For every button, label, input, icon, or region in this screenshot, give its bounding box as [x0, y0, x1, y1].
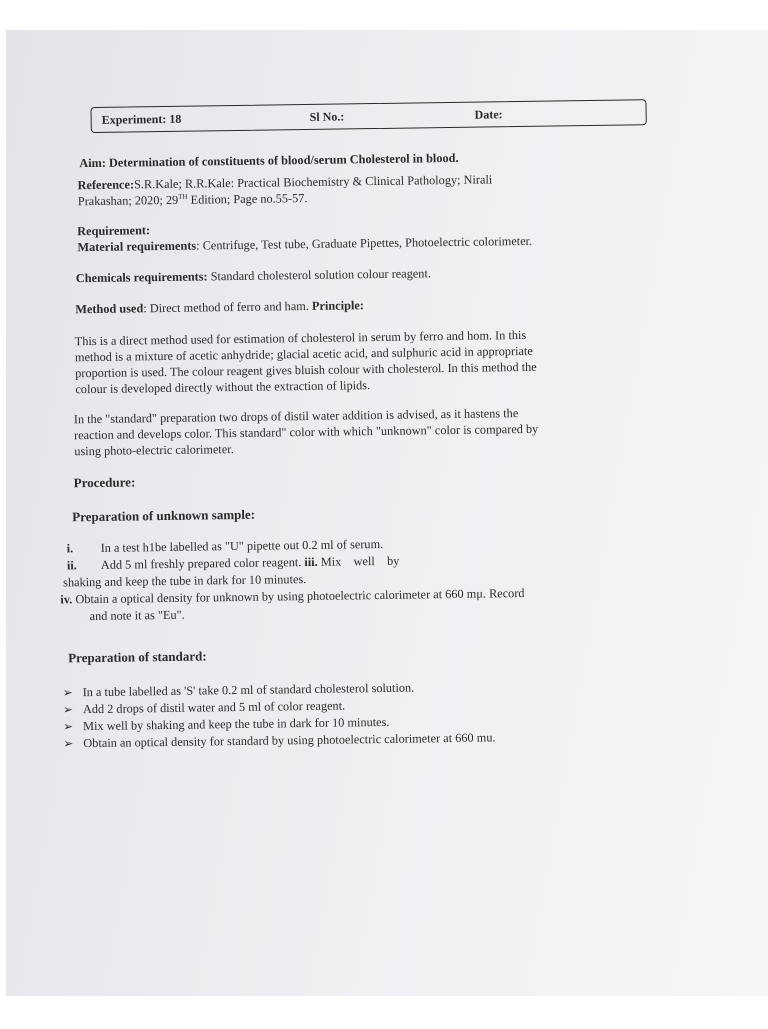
- experiment-header-box: [90, 99, 646, 133]
- method-line: [75, 298, 364, 317]
- step-number: i.: [66, 541, 74, 556]
- arrow-bullet-icon: ➢: [63, 736, 74, 751]
- standard-paragraph-line: using photo-electric calorimeter.: [74, 442, 234, 459]
- reference-superscript: TH: [178, 192, 188, 201]
- chemicals-label: Chemicals requirements:: [75, 269, 208, 286]
- step-text: In a tube labelled as 'S' take 0.2 ml of standard cholesterol solution.: [82, 680, 415, 700]
- serial-number-label: Sl No.:: [309, 109, 345, 124]
- step-text: Mix well by: [317, 553, 400, 569]
- reference-text-2a: Prakashan; 2020; 29: [77, 192, 179, 209]
- reference-line-1: [77, 172, 492, 193]
- aim-line: Aim: Determination of constituents of blood/serum Cholesterol in blood.: [79, 150, 459, 171]
- unknown-step-iv-continued: and note it as "Eu".: [89, 607, 185, 624]
- step-text: In a test h1be labelled as "U" pipette out 0.2 ml of serum.: [100, 536, 384, 555]
- standard-paragraph-line: reaction and develops color. This standard" color with which "unknown" color is compared by: [73, 421, 539, 443]
- arrow-bullet-icon: ➢: [62, 685, 73, 700]
- reference-label: Reference:: [77, 177, 135, 193]
- date-label: Date:: [474, 107, 503, 122]
- principle-label: Principle:: [311, 298, 364, 313]
- unknown-step-iii-continued: shaking and keep the tube in dark for 10 minutes.: [63, 572, 307, 590]
- step-text: Add 2 drops of distil water and 5 ml of color reagent.: [82, 698, 346, 717]
- unknown-step-i: [67, 537, 384, 556]
- principle-line: method is a mixture of acetic anhydride; glacial acetic acid, and sulphuric acid in appropriate: [74, 343, 533, 365]
- standard-step: [63, 681, 415, 701]
- reference-text-2b: Edition; Page no.55-57.: [187, 191, 308, 207]
- step-text: Mix well by shaking and keep the tube in dark for 10 minutes.: [83, 714, 390, 734]
- material-label: Material requirements: [77, 238, 197, 255]
- principle-line: proportion is used. The colour reagent gives bluish colour with cholesterol. In this method the: [75, 359, 537, 381]
- chemicals-requirements-line: [76, 266, 431, 286]
- standard-step: [63, 699, 345, 718]
- experiment-number: Experiment: 18: [101, 111, 182, 127]
- chemicals-text: Standard cholesterol solution colour reagent.: [207, 266, 431, 284]
- step-number: iv.: [60, 592, 73, 607]
- reference-text-1: S.R.Kale; R.R.Kale: Practical Biochemistry & Clinical Pathology; Nirali: [133, 172, 493, 192]
- arrow-bullet-icon: ➢: [62, 702, 74, 717]
- standard-step: [63, 715, 390, 735]
- material-text: : Centrifuge, Test tube, Graduate Pipettes, Photoelectric colorimeter.: [196, 233, 533, 253]
- reference-line-2: [78, 191, 308, 209]
- standard-step: [63, 730, 495, 751]
- step-text: Obtain a optical density for unknown by using photoelectric calorimeter at 660 mμ. Record: [72, 585, 525, 607]
- step-number: ii.: [66, 558, 77, 573]
- method-text: : Direct method of ferro and ham.: [143, 298, 313, 316]
- standard-paragraph-line: In the "standard" preparation two drops of distil water addition is advised, as it hastens the: [73, 406, 519, 427]
- unknown-step-ii: [67, 554, 400, 574]
- principle-line: colour is developed directly without the extraction of lipids.: [75, 378, 371, 397]
- procedure-heading: Procedure:: [73, 474, 136, 491]
- unknown-sample-heading: Preparation of unknown sample:: [72, 506, 256, 525]
- step-text: Add 5 ml freshly prepared color reagent.: [100, 555, 305, 572]
- requirement-heading: Requirement:: [77, 223, 151, 239]
- step-text: Obtain an optical density for standard by using photoelectric calorimeter at 660 mu.: [83, 730, 496, 751]
- standard-preparation-heading: Preparation of standard:: [68, 648, 207, 666]
- principle-line: This is a direct method used for estimation of cholesterol in serum by ferro and hom. In this: [74, 327, 527, 349]
- arrow-bullet-icon: ➢: [63, 719, 74, 734]
- method-label: Method used: [75, 301, 144, 317]
- step-number: iii.: [304, 554, 318, 570]
